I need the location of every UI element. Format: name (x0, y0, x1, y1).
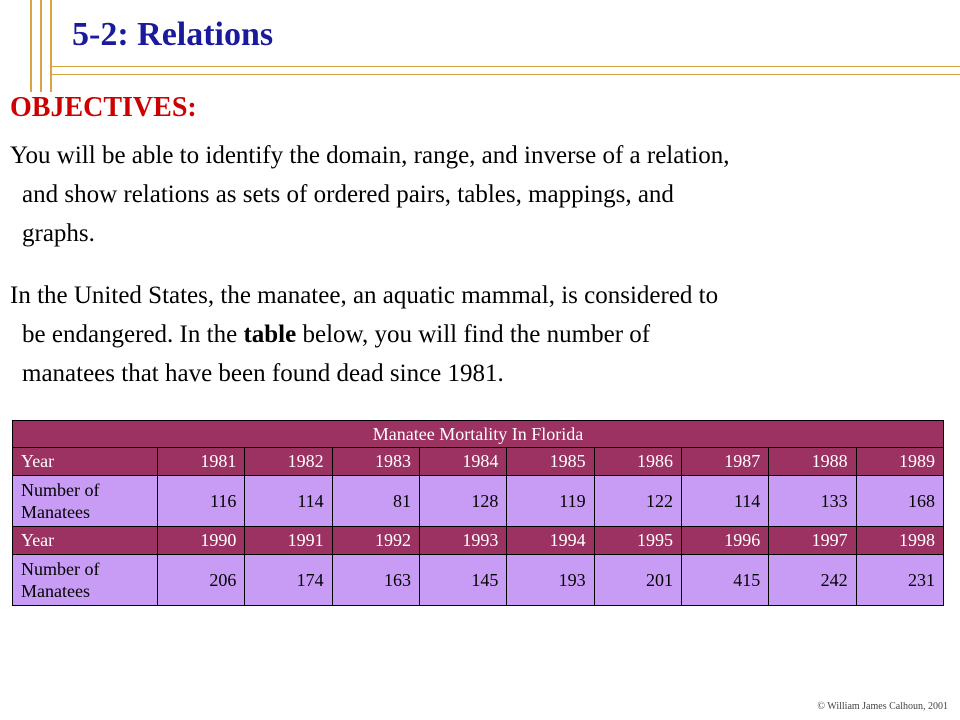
count-cell: 119 (507, 476, 594, 527)
count-cell: 116 (158, 476, 245, 527)
count-cell: 145 (419, 555, 506, 606)
objectives-heading: OBJECTIVES: (10, 92, 197, 123)
count-cell: 163 (332, 555, 419, 606)
count-cell: 193 (507, 555, 594, 606)
count-cell: 206 (158, 555, 245, 606)
frame-line-vertical-2 (40, 0, 42, 92)
count-label (13, 555, 158, 606)
count-cell: 168 (856, 476, 943, 527)
count-row-1 (13, 476, 944, 527)
year-cell: 1988 (769, 448, 856, 476)
year-cell: 1986 (594, 448, 681, 476)
table-title-row (13, 421, 944, 448)
year-cell: 1983 (332, 448, 419, 476)
frame-line-horizontal-1 (50, 66, 960, 67)
intro-text-a: be endangered. In the (22, 321, 244, 348)
year-cell: 1990 (158, 527, 245, 555)
year-cell: 1996 (681, 527, 768, 555)
count-label-line-1: Number of (21, 559, 100, 579)
objectives-line-2: and show relations as sets of ordered pairs, tables, mappings, and (22, 181, 674, 208)
count-cell: 114 (681, 476, 768, 527)
year-row-2 (13, 527, 944, 555)
intro-line-2 (10, 315, 945, 354)
frame-line-horizontal-2 (50, 74, 960, 75)
copyright-notice: © William James Calhoun, 2001 (817, 701, 948, 712)
year-cell: 1998 (856, 527, 943, 555)
table-title: Manatee Mortality In Florida (13, 421, 944, 448)
year-cell: 1987 (681, 448, 768, 476)
intro-bold-table: table (243, 321, 297, 348)
year-cell: 1985 (507, 448, 594, 476)
count-cell: 242 (769, 555, 856, 606)
year-cell: 1989 (856, 448, 943, 476)
frame-line-vertical-3 (50, 0, 52, 92)
intro-paragraph (10, 276, 945, 393)
slide-title: 5-2: Relations (72, 16, 274, 53)
manatee-mortality-table (12, 420, 944, 606)
count-cell: 174 (245, 555, 332, 606)
count-cell: 81 (332, 476, 419, 527)
count-cell: 114 (245, 476, 332, 527)
count-cell: 133 (769, 476, 856, 527)
objectives-paragraph (10, 136, 945, 253)
count-cell: 231 (856, 555, 943, 606)
frame-line-vertical-1 (30, 0, 32, 92)
year-cell: 1993 (419, 527, 506, 555)
count-cell: 415 (681, 555, 768, 606)
year-cell: 1982 (245, 448, 332, 476)
intro-line-3: manatees that have been found dead since 1981. (22, 360, 504, 387)
objectives-line-3: graphs. (22, 220, 95, 247)
count-label (13, 476, 158, 527)
year-label: Year (13, 527, 158, 555)
year-cell: 1994 (507, 527, 594, 555)
count-label-line-2: Manatees (21, 581, 90, 601)
objectives-line-1: You will be able to identify the domain, range, and inverse of a relation, (10, 142, 730, 169)
year-cell: 1997 (769, 527, 856, 555)
year-label: Year (13, 448, 158, 476)
intro-line-1: In the United States, the manatee, an aquatic mammal, is considered to (10, 282, 719, 309)
count-cell: 122 (594, 476, 681, 527)
count-row-2 (13, 555, 944, 606)
intro-text-b: below, you will find the number of (296, 321, 651, 348)
year-cell: 1981 (158, 448, 245, 476)
year-row-1 (13, 448, 944, 476)
year-cell: 1992 (332, 527, 419, 555)
year-cell: 1995 (594, 527, 681, 555)
year-cell: 1984 (419, 448, 506, 476)
count-cell: 201 (594, 555, 681, 606)
count-label-line-1: Number of (21, 480, 100, 500)
count-label-line-2: Manatees (21, 502, 90, 522)
count-cell: 128 (419, 476, 506, 527)
year-cell: 1991 (245, 527, 332, 555)
